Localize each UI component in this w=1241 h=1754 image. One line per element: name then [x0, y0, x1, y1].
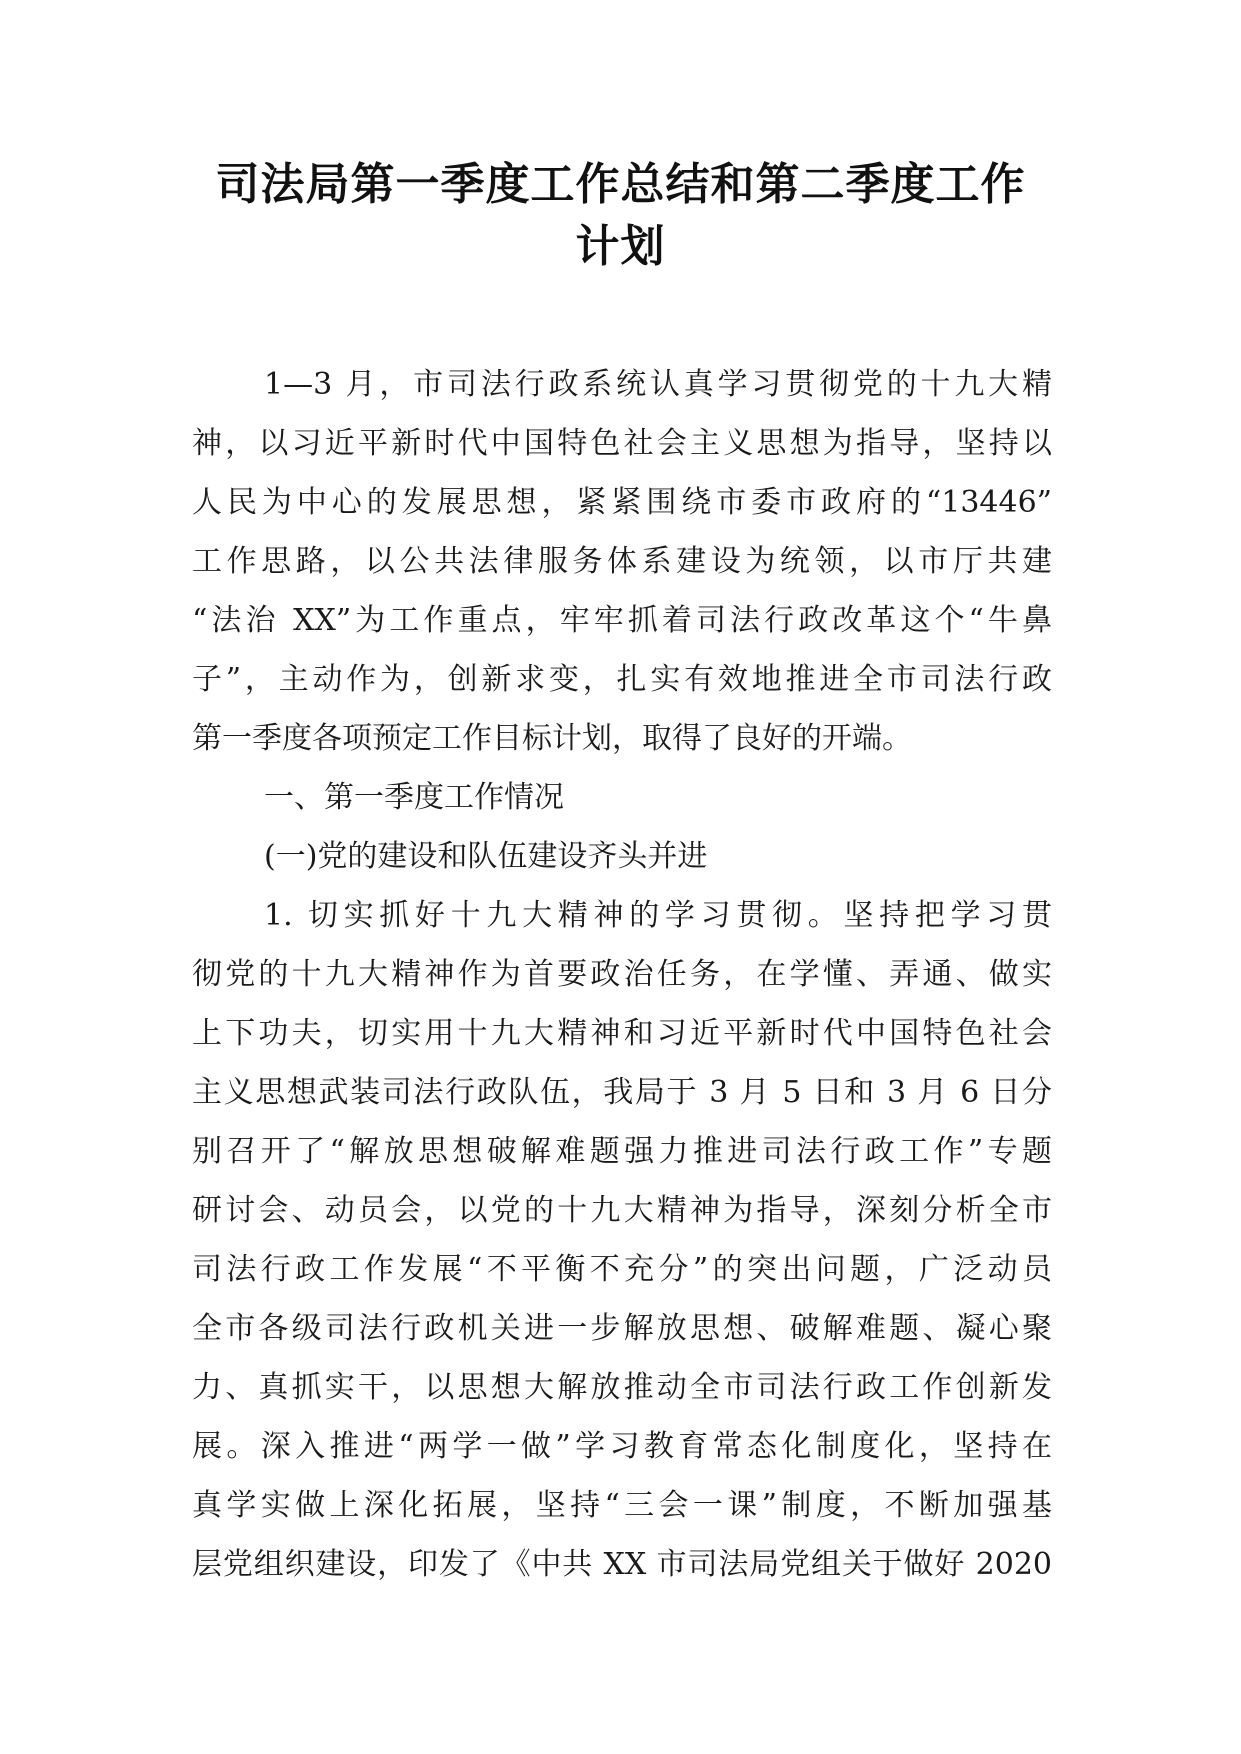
paragraph-1-line: “法治 XX”为工作重点，牢牢抓着司法行政改革这个“牛鼻 — [192, 603, 1052, 638]
document-title-line-2: 计划 — [575, 221, 666, 272]
paragraph-2-line: 研讨会、动员会，以党的十九大精神为指导，深刻分析全市 — [192, 1193, 1052, 1228]
paragraph-1-line: 1—3 月，市司法行政系统认真学习贯彻党的十九大精 — [264, 367, 1052, 402]
paragraph-1-line: 人民为中心的发展思想，紧紧围绕市委市政府的“13446” — [192, 485, 1052, 520]
paragraph-2-line: 主义思想武装司法行政队伍，我局于 3 月 5 日和 3 月 6 日分 — [192, 1075, 1052, 1110]
paragraph-2-line: 司法行政工作发展“不平衡不充分”的突出问题，广泛动员 — [192, 1252, 1052, 1287]
paragraph-2-line: 全市各级司法行政机关进一步解放思想、破解难题、凝心聚 — [192, 1311, 1052, 1346]
paragraph-2-line: 彻党的十九大精神作为首要政治任务，在学懂、弄通、做实 — [192, 957, 1052, 992]
paragraph-2-line: 别召开了“解放思想破解难题强力推进司法行政工作”专题 — [192, 1134, 1052, 1169]
document-body — [192, 355, 1052, 1594]
paragraph-2-line: 展。深入推进“两学一做”学习教育常态化制度化，坚持在 — [192, 1429, 1052, 1464]
paragraph-2-line: 1. 切实抓好十九大精神的学习贯彻。坚持把学习贯 — [264, 898, 1052, 933]
paragraph-1-line: 子”，主动作为，创新求变，扎实有效地推进全市司法行政 — [192, 662, 1052, 697]
paragraph-1-line: 第一季度各项预定工作目标计划，取得了良好的开端。 — [192, 721, 912, 756]
paragraph-2-line: 上下功夫，切实用十九大精神和习近平新时代中国特色社会 — [192, 1016, 1052, 1051]
section-heading-2: (一)党的建设和队伍建设齐头并进 — [264, 839, 708, 874]
document-title-line-1: 司法局第一季度工作总结和第二季度工作 — [215, 159, 1026, 210]
paragraph-2-line: 力、真抓实干，以思想大解放推动全市司法行政工作创新发 — [192, 1370, 1052, 1405]
paragraph-2-line: 真学实做上深化拓展，坚持“三会一课”制度，不断加强基 — [192, 1488, 1052, 1523]
section-heading-1: 一、第一季度工作情况 — [264, 780, 564, 815]
paragraph-2-line: 层党组织建设，印发了《中共 XX 市司法局党组关于做好 2020 — [192, 1547, 1052, 1582]
paragraph-1-line: 工作思路，以公共法律服务体系建设为统领，以市厅共建 — [192, 544, 1052, 579]
paragraph-1-line: 神，以习近平新时代中国特色社会主义思想为指导，坚持以 — [192, 426, 1052, 461]
